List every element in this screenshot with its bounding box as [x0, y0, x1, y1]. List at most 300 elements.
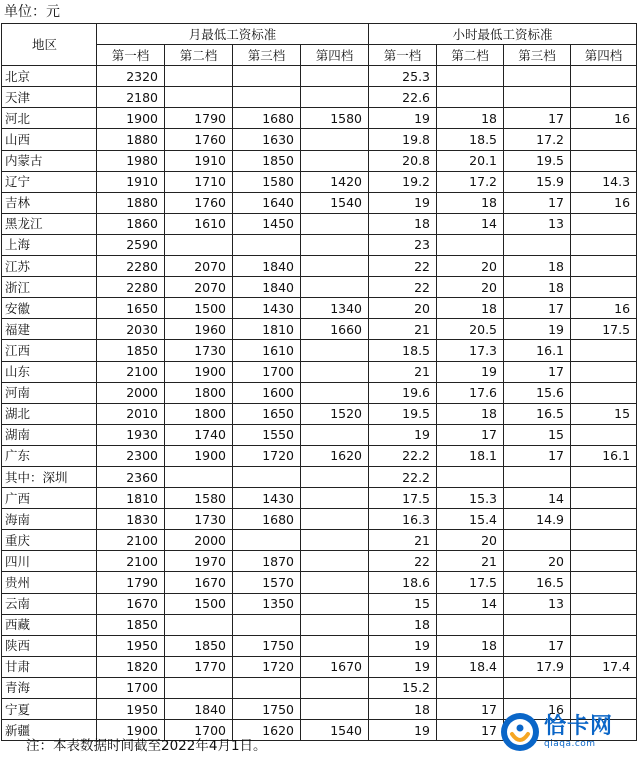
hourly-wage-cell: 19 — [369, 656, 437, 677]
monthly-wage-cell: 1650 — [97, 298, 165, 319]
watermark-url: qiaqa.com — [544, 738, 596, 749]
region-cell: 江苏 — [2, 256, 97, 277]
table-row — [2, 319, 637, 340]
table-row — [2, 593, 637, 614]
monthly-wage-cell: 1650 — [233, 403, 301, 424]
minimum-wage-table — [1, 23, 637, 741]
region-cell: 其中：深圳 — [2, 466, 97, 487]
table-row — [2, 424, 637, 445]
watermark-badge-icon — [500, 712, 540, 752]
region-cell: 湖北 — [2, 403, 97, 424]
monthly-wage-cell: 2300 — [97, 445, 165, 466]
monthly-wage-cell: 1500 — [165, 593, 233, 614]
monthly-wage-cell: 1800 — [165, 403, 233, 424]
monthly-wage-cell: 1850 — [97, 614, 165, 635]
monthly-wage-cell: 1770 — [165, 656, 233, 677]
monthly-wage-cell: 1540 — [301, 192, 369, 213]
hourly-wage-cell: 15.4 — [437, 509, 504, 530]
hourly-wage-cell: 18 — [369, 213, 437, 234]
hourly-wage-cell — [437, 87, 504, 108]
monthly-wage-cell: 1800 — [165, 382, 233, 403]
hourly-wage-cell: 14 — [437, 593, 504, 614]
hourly-wage-cell: 19 — [369, 108, 437, 129]
monthly-wage-cell: 1910 — [165, 150, 233, 171]
hourly-wage-cell — [571, 551, 637, 572]
hourly-wage-cell — [571, 509, 637, 530]
table-row — [2, 213, 637, 234]
table-body — [2, 66, 637, 741]
hourly-wage-cell: 19.5 — [369, 403, 437, 424]
hourly-wage-cell — [571, 150, 637, 171]
monthly-wage-cell: 1600 — [233, 382, 301, 403]
monthly-wage-cell — [301, 424, 369, 445]
hourly-wage-cell — [571, 129, 637, 150]
hourly-wage-cell — [571, 424, 637, 445]
hourly-wage-cell — [571, 66, 637, 87]
hourly-wage-cell: 19 — [369, 720, 437, 741]
hourly-wage-cell — [571, 87, 637, 108]
region-cell: 河北 — [2, 108, 97, 129]
table-row — [2, 298, 637, 319]
hourly-wage-cell: 22.2 — [369, 445, 437, 466]
tier-header: 第三档 — [233, 45, 301, 66]
hourly-wage-cell: 17.5 — [571, 319, 637, 340]
monthly-wage-cell: 1570 — [233, 572, 301, 593]
monthly-wage-cell — [301, 213, 369, 234]
unit-label: 单位：元 — [4, 4, 60, 20]
hourly-wage-cell: 20 — [437, 277, 504, 298]
monthly-wage-cell: 1860 — [97, 213, 165, 234]
monthly-wage-cell — [233, 614, 301, 635]
hourly-wage-cell — [504, 677, 571, 698]
hourly-wage-cell: 14 — [437, 213, 504, 234]
hourly-wage-cell: 17 — [504, 445, 571, 466]
monthly-wage-cell: 1790 — [97, 572, 165, 593]
region-cell: 甘肃 — [2, 656, 97, 677]
table-row — [2, 635, 637, 656]
region-cell: 江西 — [2, 340, 97, 361]
hourly-wage-cell — [571, 340, 637, 361]
hourly-wage-cell: 15.9 — [504, 171, 571, 192]
region-cell: 西藏 — [2, 614, 97, 635]
table-row — [2, 530, 637, 551]
hourly-wage-cell — [571, 256, 637, 277]
hourly-wage-cell: 14.3 — [571, 171, 637, 192]
hourly-wage-cell — [571, 677, 637, 698]
monthly-wage-cell — [165, 677, 233, 698]
hourly-wage-cell: 14.9 — [504, 509, 571, 530]
monthly-wage-cell — [301, 87, 369, 108]
monthly-wage-cell: 1900 — [97, 720, 165, 741]
region-cell: 天津 — [2, 87, 97, 108]
hourly-wage-cell: 20 — [369, 298, 437, 319]
hourly-wage-cell: 17 — [504, 192, 571, 213]
table-row — [2, 403, 637, 424]
monthly-wage-cell: 1730 — [165, 340, 233, 361]
hourly-wage-cell: 19.5 — [504, 150, 571, 171]
table-row — [2, 129, 637, 150]
monthly-wage-cell: 1580 — [301, 108, 369, 129]
hourly-wage-cell: 19.8 — [369, 129, 437, 150]
region-header: 地区 — [2, 24, 97, 66]
monthly-wage-cell: 1850 — [233, 150, 301, 171]
hourly-wage-cell: 16 — [571, 192, 637, 213]
tier-header: 第三档 — [504, 45, 571, 66]
monthly-wage-cell: 1870 — [233, 551, 301, 572]
header-row-groups — [2, 24, 637, 45]
monthly-wage-cell: 2280 — [97, 256, 165, 277]
monthly-wage-cell — [301, 551, 369, 572]
monthly-wage-cell — [301, 593, 369, 614]
monthly-wage-cell — [301, 572, 369, 593]
monthly-wage-cell — [165, 66, 233, 87]
hourly-wage-cell — [571, 572, 637, 593]
monthly-wage-cell: 1640 — [233, 192, 301, 213]
monthly-wage-cell: 1730 — [165, 509, 233, 530]
table-row — [2, 551, 637, 572]
region-cell: 安徽 — [2, 298, 97, 319]
hourly-wage-cell: 19 — [437, 361, 504, 382]
hourly-wage-cell — [571, 530, 637, 551]
monthly-wage-cell: 2000 — [97, 382, 165, 403]
monthly-wage-cell: 1660 — [301, 319, 369, 340]
tier-header: 第二档 — [165, 45, 233, 66]
hourly-wage-cell: 18.4 — [437, 656, 504, 677]
table-row — [2, 445, 637, 466]
monthly-wage-cell — [165, 466, 233, 487]
hourly-wage-cell: 20 — [437, 530, 504, 551]
monthly-wage-cell: 1710 — [165, 171, 233, 192]
hourly-wage-cell: 18.5 — [437, 129, 504, 150]
hourly-wage-cell — [571, 614, 637, 635]
monthly-wage-cell: 1680 — [233, 509, 301, 530]
hourly-wage-cell: 23 — [369, 234, 437, 255]
monthly-wage-cell: 1630 — [233, 129, 301, 150]
table-row — [2, 340, 637, 361]
monthly-wage-cell — [301, 256, 369, 277]
monthly-wage-cell: 1840 — [233, 256, 301, 277]
region-cell: 内蒙古 — [2, 150, 97, 171]
hourly-wage-cell: 20 — [504, 551, 571, 572]
monthly-wage-cell: 1750 — [233, 635, 301, 656]
monthly-wage-cell — [165, 87, 233, 108]
hourly-wage-cell: 17.4 — [571, 656, 637, 677]
region-cell: 上海 — [2, 234, 97, 255]
hourly-wage-cell: 18 — [437, 108, 504, 129]
monthly-wage-cell — [301, 530, 369, 551]
monthly-wage-cell: 1960 — [165, 319, 233, 340]
monthly-wage-cell: 1540 — [301, 720, 369, 741]
hourly-wage-cell: 21 — [369, 319, 437, 340]
region-cell: 北京 — [2, 66, 97, 87]
hourly-wage-cell: 17.2 — [437, 171, 504, 192]
table-row — [2, 677, 637, 698]
hourly-wage-cell: 18.1 — [437, 445, 504, 466]
region-cell: 湖南 — [2, 424, 97, 445]
monthly-wage-cell: 2070 — [165, 277, 233, 298]
monthly-wage-cell: 1670 — [301, 656, 369, 677]
region-cell: 广东 — [2, 445, 97, 466]
hourly-wage-cell: 20 — [437, 256, 504, 277]
watermark-logo — [500, 712, 636, 752]
hourly-wage-cell: 16 — [571, 108, 637, 129]
hourly-wage-cell: 22 — [369, 277, 437, 298]
monthly-wage-cell: 1610 — [233, 340, 301, 361]
hourly-wage-cell: 18.5 — [369, 340, 437, 361]
monthly-wage-cell: 1340 — [301, 298, 369, 319]
hourly-wage-cell — [571, 213, 637, 234]
hourly-wage-cell: 19 — [504, 319, 571, 340]
monthly-wage-cell: 1760 — [165, 192, 233, 213]
header-row-tiers — [2, 45, 637, 66]
monthly-wage-cell: 1550 — [233, 424, 301, 445]
hourly-wage-cell: 17 — [504, 108, 571, 129]
table-row — [2, 150, 637, 171]
hourly-wage-cell — [504, 614, 571, 635]
monthly-wage-cell — [301, 150, 369, 171]
monthly-wage-cell — [233, 66, 301, 87]
region-cell: 浙江 — [2, 277, 97, 298]
monthly-wage-cell — [233, 87, 301, 108]
monthly-wage-cell — [301, 509, 369, 530]
monthly-wage-cell: 1950 — [97, 699, 165, 720]
monthly-wage-cell: 2100 — [97, 361, 165, 382]
region-cell: 青海 — [2, 677, 97, 698]
hourly-wage-cell — [504, 87, 571, 108]
hourly-wage-cell: 15.6 — [504, 382, 571, 403]
tier-header: 第四档 — [571, 45, 637, 66]
monthly-wage-cell: 2180 — [97, 87, 165, 108]
hourly-wage-cell: 16.3 — [369, 509, 437, 530]
monthly-group-header: 月最低工资标准 — [97, 24, 369, 45]
hourly-wage-cell — [571, 593, 637, 614]
hourly-wage-cell: 16.1 — [571, 445, 637, 466]
hourly-wage-cell: 22.2 — [369, 466, 437, 487]
monthly-wage-cell: 1980 — [97, 150, 165, 171]
monthly-wage-cell — [301, 466, 369, 487]
table-row — [2, 87, 637, 108]
monthly-wage-cell: 1830 — [97, 509, 165, 530]
region-cell: 山西 — [2, 129, 97, 150]
table-row — [2, 656, 637, 677]
monthly-wage-cell: 1700 — [233, 361, 301, 382]
hourly-wage-cell: 22 — [369, 551, 437, 572]
hourly-wage-cell: 15 — [504, 424, 571, 445]
hourly-wage-cell: 13 — [504, 213, 571, 234]
monthly-wage-cell — [233, 530, 301, 551]
hourly-wage-cell — [504, 234, 571, 255]
tier-header: 第四档 — [301, 45, 369, 66]
monthly-wage-cell — [301, 361, 369, 382]
hourly-wage-cell: 16.5 — [504, 403, 571, 424]
hourly-wage-cell: 19.2 — [369, 171, 437, 192]
region-cell: 辽宁 — [2, 171, 97, 192]
monthly-wage-cell: 1350 — [233, 593, 301, 614]
monthly-wage-cell: 1930 — [97, 424, 165, 445]
hourly-wage-cell — [437, 466, 504, 487]
monthly-wage-cell: 2000 — [165, 530, 233, 551]
hourly-wage-cell: 14 — [504, 488, 571, 509]
monthly-wage-cell: 1820 — [97, 656, 165, 677]
hourly-wage-cell — [504, 66, 571, 87]
monthly-wage-cell: 1910 — [97, 171, 165, 192]
hourly-wage-cell — [437, 677, 504, 698]
hourly-wage-cell: 16.1 — [504, 340, 571, 361]
monthly-wage-cell: 1430 — [233, 488, 301, 509]
monthly-wage-cell: 1700 — [165, 720, 233, 741]
tier-header: 第二档 — [437, 45, 504, 66]
tier-header: 第一档 — [369, 45, 437, 66]
monthly-wage-cell — [301, 66, 369, 87]
hourly-wage-cell: 20.1 — [437, 150, 504, 171]
monthly-wage-cell: 1500 — [165, 298, 233, 319]
hourly-wage-cell: 18 — [504, 277, 571, 298]
table-row — [2, 192, 637, 213]
hourly-wage-cell: 20.5 — [437, 319, 504, 340]
hourly-wage-cell: 21 — [369, 361, 437, 382]
region-cell: 海南 — [2, 509, 97, 530]
monthly-wage-cell: 2100 — [97, 551, 165, 572]
watermark-name: 恰卡网 — [544, 713, 614, 739]
hourly-wage-cell: 16 — [571, 298, 637, 319]
table-row — [2, 277, 637, 298]
monthly-wage-cell: 1950 — [97, 635, 165, 656]
monthly-wage-cell: 1970 — [165, 551, 233, 572]
monthly-wage-cell: 1900 — [97, 108, 165, 129]
region-cell: 四川 — [2, 551, 97, 572]
region-cell: 新疆 — [2, 720, 97, 741]
region-cell: 广西 — [2, 488, 97, 509]
hourly-wage-cell: 16.5 — [504, 572, 571, 593]
monthly-wage-cell — [301, 488, 369, 509]
hourly-wage-cell: 18 — [369, 699, 437, 720]
region-cell: 山东 — [2, 361, 97, 382]
footnote: 注：本表数据时间截至2022年4月1日。 — [26, 738, 267, 754]
region-cell: 云南 — [2, 593, 97, 614]
monthly-wage-cell: 1810 — [233, 319, 301, 340]
hourly-wage-cell: 19 — [369, 635, 437, 656]
monthly-wage-cell: 1840 — [165, 699, 233, 720]
region-cell: 黑龙江 — [2, 213, 97, 234]
table-row — [2, 509, 637, 530]
hourly-wage-cell: 17 — [437, 424, 504, 445]
monthly-wage-cell — [233, 234, 301, 255]
region-cell: 陕西 — [2, 635, 97, 656]
monthly-wage-cell: 1900 — [165, 361, 233, 382]
monthly-wage-cell: 1580 — [165, 488, 233, 509]
monthly-wage-cell — [301, 382, 369, 403]
hourly-wage-cell: 17 — [504, 298, 571, 319]
region-cell: 吉林 — [2, 192, 97, 213]
table-row — [2, 234, 637, 255]
hourly-wage-cell: 18 — [437, 298, 504, 319]
hourly-wage-cell — [571, 488, 637, 509]
hourly-wage-cell: 18 — [437, 403, 504, 424]
hourly-wage-cell: 18 — [369, 614, 437, 635]
hourly-wage-cell: 17.5 — [369, 488, 437, 509]
monthly-wage-cell: 2360 — [97, 466, 165, 487]
monthly-wage-cell — [301, 340, 369, 361]
table-row — [2, 614, 637, 635]
monthly-wage-cell — [301, 277, 369, 298]
monthly-wage-cell: 1850 — [97, 340, 165, 361]
hourly-wage-cell: 18 — [437, 192, 504, 213]
monthly-wage-cell — [165, 234, 233, 255]
hourly-group-header: 小时最低工资标准 — [369, 24, 637, 45]
monthly-wage-cell: 2070 — [165, 256, 233, 277]
monthly-wage-cell — [233, 466, 301, 487]
hourly-wage-cell: 16 — [504, 699, 571, 720]
monthly-wage-cell: 1610 — [165, 213, 233, 234]
monthly-wage-cell: 1430 — [233, 298, 301, 319]
monthly-wage-cell — [301, 677, 369, 698]
table-row — [2, 572, 637, 593]
monthly-wage-cell — [301, 614, 369, 635]
monthly-wage-cell — [301, 129, 369, 150]
hourly-wage-cell: 15 — [571, 403, 637, 424]
monthly-wage-cell: 1720 — [233, 445, 301, 466]
hourly-wage-cell: 21 — [369, 530, 437, 551]
monthly-wage-cell: 2010 — [97, 403, 165, 424]
hourly-wage-cell: 17 — [437, 699, 504, 720]
hourly-wage-cell — [571, 466, 637, 487]
monthly-wage-cell: 1900 — [165, 445, 233, 466]
hourly-wage-cell — [504, 466, 571, 487]
hourly-wage-cell — [437, 614, 504, 635]
monthly-wage-cell: 1620 — [301, 445, 369, 466]
monthly-wage-cell — [301, 234, 369, 255]
hourly-wage-cell: 19 — [369, 192, 437, 213]
hourly-wage-cell: 18 — [437, 635, 504, 656]
monthly-wage-cell: 2590 — [97, 234, 165, 255]
hourly-wage-cell: 15.3 — [437, 488, 504, 509]
monthly-wage-cell: 1680 — [233, 108, 301, 129]
hourly-wage-cell: 19.6 — [369, 382, 437, 403]
monthly-wage-cell — [301, 699, 369, 720]
hourly-wage-cell: 17.5 — [437, 572, 504, 593]
table-row — [2, 171, 637, 192]
table-row — [2, 382, 637, 403]
monthly-wage-cell: 1450 — [233, 213, 301, 234]
monthly-wage-cell: 1790 — [165, 108, 233, 129]
hourly-wage-cell — [571, 361, 637, 382]
hourly-wage-cell: 17 — [437, 720, 504, 741]
hourly-wage-cell: 21 — [437, 551, 504, 572]
monthly-wage-cell: 1670 — [165, 572, 233, 593]
monthly-wage-cell: 1580 — [233, 171, 301, 192]
hourly-wage-cell: 17.2 — [504, 129, 571, 150]
monthly-wage-cell — [301, 635, 369, 656]
hourly-wage-cell: 17.3 — [437, 340, 504, 361]
hourly-wage-cell — [571, 234, 637, 255]
hourly-wage-cell: 17 — [504, 635, 571, 656]
hourly-wage-cell: 15 — [369, 593, 437, 614]
region-cell: 河南 — [2, 382, 97, 403]
monthly-wage-cell: 1840 — [233, 277, 301, 298]
monthly-wage-cell: 1750 — [233, 699, 301, 720]
monthly-wage-cell: 2030 — [97, 319, 165, 340]
region-cell: 重庆 — [2, 530, 97, 551]
hourly-wage-cell: 18.6 — [369, 572, 437, 593]
hourly-wage-cell: 18 — [504, 256, 571, 277]
monthly-wage-cell: 1620 — [233, 720, 301, 741]
hourly-wage-cell — [437, 234, 504, 255]
tier-header: 第一档 — [97, 45, 165, 66]
monthly-wage-cell: 1850 — [165, 635, 233, 656]
region-cell: 贵州 — [2, 572, 97, 593]
hourly-wage-cell: 20.8 — [369, 150, 437, 171]
hourly-wage-cell: 17 — [504, 361, 571, 382]
